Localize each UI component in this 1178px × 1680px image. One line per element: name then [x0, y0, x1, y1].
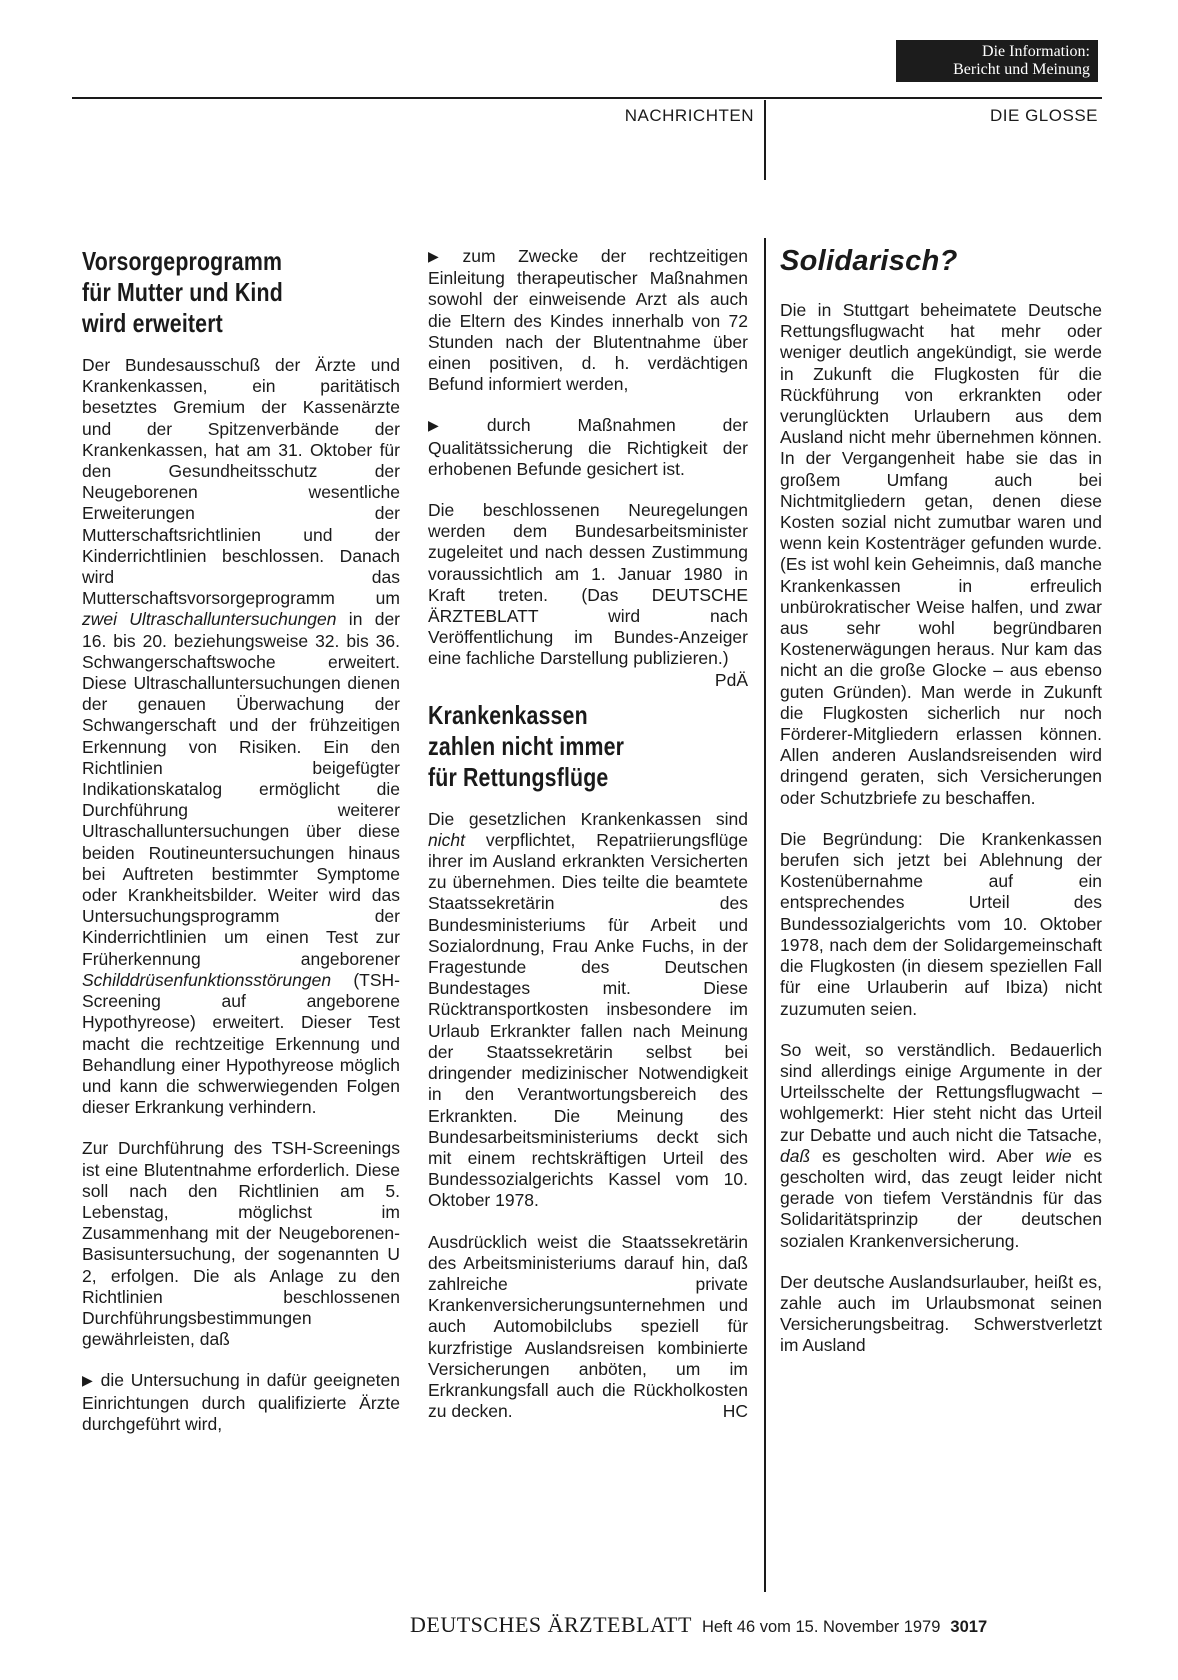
- article-1-bullet-2: [428, 246, 748, 395]
- emphasis: Schilddrüsenfunktionsstörungen: [82, 969, 332, 990]
- section-badge: [896, 40, 1098, 82]
- headline-line: wird erweitert: [82, 308, 223, 338]
- article-1-headline: [82, 246, 400, 339]
- article-2-headline: [428, 700, 748, 793]
- badge-line-2: Bericht und Meinung: [953, 61, 1090, 78]
- page-number: 3017: [950, 1618, 988, 1636]
- headline-line: Vorsorgeprogramm: [82, 246, 283, 276]
- text: Die gesetzlichen Krankenkassen sind: [428, 808, 748, 829]
- article-1-paragraph-3: [428, 500, 748, 690]
- text: Der Bundesausschuß der Ärzte und Krankenkassen, ein paritätisch besetztes Gremium der Kassenärzte und der Spitzenverbände der Krankenkassen, hat am 31. Oktober für den Gesundheitsschutz der Neugeborenen wesentliche Erweiterungen der Mutterschaftsrichtlinien und der Kinderrichtlinien beschlossen. Danach wird das Mutterschaftsvorsorgeprogramm um: [82, 355, 400, 609]
- glosse-paragraph-3: [780, 1040, 1102, 1252]
- bullet-triangle-icon: ▶: [428, 417, 481, 434]
- emphasis: nicht: [428, 829, 465, 850]
- page-footer: [410, 1612, 987, 1638]
- column-divider: [764, 238, 766, 1592]
- glosse-paragraph-2: Die Begründung: Die Krankenkassen berufen sich jetzt bei Ablehnung der Kostenübernahme auf ein entsprechendes Urteil des Bundessozialgerichts vom 10. Oktober 1978, nach dem der Solidargemeinschaft die Flugkosten (in diesem speziellen Fall für eine Urlauberin auf Ibiza) nicht zuzumuten seien.: [780, 828, 1102, 1019]
- headline-line: Krankenkassen: [428, 699, 588, 730]
- glosse-paragraph-1: Die in Stuttgart beheimatete Deutsche Rettungsflugwacht hat mehr oder weniger deutlich angekündigt, sie werde in Zukunft die Flugkosten für die Rückführung von erkrankten oder verunglückten Urlaubern aus dem Ausland nicht mehr übernehmen können. In der Vergangenheit habe sie das in großem Umfang auch bei Nichtmitgliedern getan, denen diese Kosten sozial nicht zumutbar waren und wenn kein Kostenträger gefunden wurde. (Es ist wohl kein Geheimnis, daß manche Krankenkassen in erfreulich unbürokratischer Weise halfen, und zwar aus sehr wohl begründbaren Kostenerwägungen heraus. Nur kam das nicht an die große Glocke – aus ebenso guten Gründen). Man werde in Zukunft die Flugkosten sicherlich nur noch Förderer-Mitgliedern erlassen können. Allen anderen Auslandsreisenden wird dringend geraten, sich Versicherungen oder Schutzbriefe zu beschaffen.: [780, 300, 1102, 808]
- text: es gescholten wird. Aber: [810, 1145, 1046, 1166]
- text: es gescholten wird, das zeugt leider nicht gerade von tiefem Verständnis für das Solidaritätsprinzip der deutschen sozialen Krankenversicherung.: [780, 1145, 1102, 1251]
- text: Ausdrücklich weist die Staatssekretärin des Arbeitsministeriums darauf hin, daß zahlreiche private Krankenversicherungsunternehmen und auch Automobilclubs speziell für kurzfristige Auslandsreisen kombinierte Versicherungen anböten, um im Erkrankungsfall auch die Rückholkosten zu decken.: [428, 1231, 748, 1422]
- text: Die beschlossenen Neuregelungen werden dem Bundesarbeitsminister zugeleitet und nach dessen Zustimmung voraussichtlich am 1. Januar 1980 in Kraft treten. (Das DEUTSCHE ÄRZTEBLATT wird nach Veröffentlichung im Bundes-Anzeiger eine fachliche Darstellung publizieren.): [428, 500, 748, 669]
- text: in der 16. bis 20. beziehungsweise 32. bis 36. Schwangerschaftswoche erweitert. Diese Ultraschalluntersuchungen dienen der genauen Überwachung der Schwangerschaft und der frühzeitigen Erkennung von Risiken. Ein den Richtlinien beigefügter Indikationskatalog ermöglicht die Durchführung weiterer Ultraschalluntersuchungen über diese beiden Routineuntersuchungen hinaus bei Auftreten bestimmter Symptome oder Krankheitsbilder. Weiter wird das Untersuchungsprogramm der Kinderrichtlinien um einen Test zur Früherkennung angeborener: [82, 609, 401, 969]
- article-2-paragraph-1: [428, 809, 748, 1212]
- text: (TSH-Screening auf angeborene Hypothyreose) erweitert. Dieser Test macht die rechtzeitige Erkennung und Behandlung einer Hypothyreose möglich und kann die schwerwiegenden Folgen dieser Erkrankung verhindern.: [82, 969, 400, 1118]
- glosse-paragraph-4: Der deutsche Auslandsurlauber, heißt es, zahle auch im Urlaubsmonat seinen Versicherungsbeitrag. Schwerstverletzt im Ausland: [780, 1271, 1102, 1356]
- article-2-signature: HC: [722, 1401, 748, 1422]
- column-3: [780, 246, 1102, 1357]
- article-1-bullet-3: [428, 415, 748, 480]
- emphasis: wie: [1045, 1145, 1072, 1166]
- column-1: [82, 246, 400, 1435]
- headline-line: für Rettungsflüge: [428, 761, 609, 792]
- article-2-paragraph-2: [428, 1232, 748, 1423]
- glosse-headline: Solidarisch?: [780, 245, 958, 277]
- top-rule: [72, 97, 1102, 99]
- column-2: [428, 246, 748, 1422]
- column-divider-top: [764, 100, 766, 180]
- badge-line-1: Die Information:: [982, 43, 1090, 60]
- bullet-triangle-icon: ▶: [428, 248, 457, 264]
- emphasis: daß: [780, 1145, 811, 1166]
- article-1-paragraph-1: [82, 355, 400, 1118]
- bullet-triangle-icon: ▶: [82, 1372, 95, 1389]
- article-1-signature: PdÄ: [714, 669, 748, 690]
- article-1-paragraph-2: Zur Durchführung des TSH-Screenings ist eine Blutentnahme erforderlich. Diese soll nach den Richtlinien am 5. Lebenstag, möglichst im Zusammenhang mit der Neugeborenen-Basisuntersuchung, der sogenannten U 2, erfolgen. Die als Anlage zu den Richtlinien beschlossenen Durchführungsbestimmungen gewährleisten, daß: [82, 1138, 400, 1350]
- article-1-bullet-1: [82, 1370, 400, 1435]
- text: So weit, so verständlich. Bedauerlich sind allerdings einige Argumente in der Urteilsschelte der Rettungsflugwacht – wohlgemerkt: Hier steht nicht das Urteil zur Debatte und auch nicht die Tatsache,: [780, 1039, 1102, 1145]
- text: zum Zwecke der rechtzeitigen Einleitung therapeutischer Maßnahmen sowohl der einweisende Arzt als auch die Eltern des Kindes innerhalb von 72 Stunden nach der Blutentnahme über einen positiven, d. h. verdächtigen Befund informiert werden,: [428, 246, 748, 395]
- section-label-glosse: DIE GLOSSE: [990, 106, 1098, 125]
- section-label-nachrichten: NACHRICHTEN: [624, 106, 754, 125]
- text: die Untersuchung in dafür geeigneten Einrichtungen durch qualifizierte Ärzte durchgeführt wird,: [82, 1370, 400, 1434]
- headline-line: für Mutter und Kind: [82, 277, 283, 307]
- emphasis: zwei Ultraschalluntersuchungen: [82, 609, 337, 630]
- text: verpflichtet, Repatriierungsflüge ihrer im Ausland erkrankten Versicherten zu übernehmen. Dies teilte die beamtete Staatssekretärin des Bundesministeriums für Arbeit und Sozialordnung, Frau Anke Fuchs, in der Fragestunde des Deutschen Bundestages mit. Diese Rücktransportkosten insbesondere im Urlaub Erkrankter fallen nach Meinung der Staatssekretärin selbst bei dringender medizinischer Notwendigkeit in den Verantwortungsbereich des Erkrankten. Die Meinung des Bundesarbeitsministeriums deckt sich mit einem rechtskräftigen Urteil des Bundessozialgerichts Kassel vom 10. Oktober 1978.: [428, 829, 748, 1211]
- headline-line: zahlen nicht immer: [428, 730, 625, 761]
- issue-info: Heft 46 vom 15. November 1979: [701, 1618, 941, 1636]
- text: durch Maßnahmen der Qualitätssicherung die Richtigkeit der erhobenen Befunde gesichert ist.: [428, 415, 748, 479]
- journal-name: DEUTSCHES ÄRZTEBLATT: [410, 1612, 692, 1637]
